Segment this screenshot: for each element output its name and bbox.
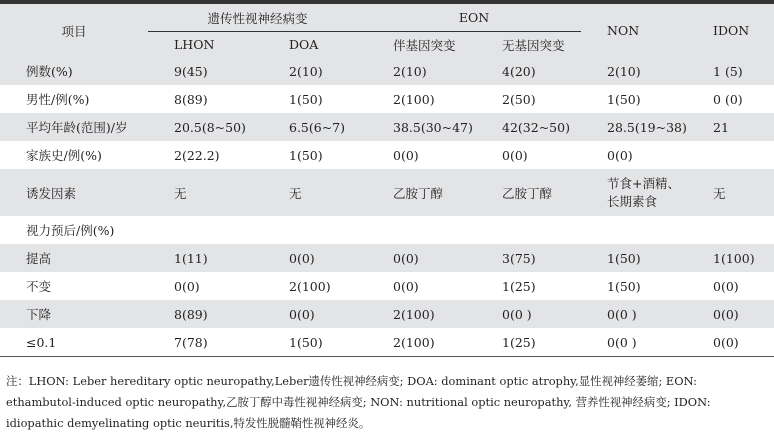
table-cell: 1(50) <box>607 91 641 107</box>
table-cell: 38.5(30~47) <box>367 113 476 141</box>
table-row <box>0 57 774 85</box>
table-cell: 乙胺丁醇 <box>367 169 476 216</box>
row-label: 诱发因素 <box>0 169 148 216</box>
header-non: NON <box>581 4 687 57</box>
table-cell: 0(0) <box>393 147 419 163</box>
table-cell <box>687 141 774 169</box>
row-label: 不变 <box>26 279 52 294</box>
table-cell: 8(89) <box>148 300 263 328</box>
header-eon-no-mutation: 无基因突变 <box>476 32 581 58</box>
table-row <box>0 328 774 357</box>
table-cell: 1(100) <box>687 244 774 272</box>
row-label: 家族史/例(%) <box>26 148 102 163</box>
table-cell: 0(0 ) <box>581 300 687 328</box>
clinical-data-table <box>0 4 774 357</box>
table-row <box>0 113 774 141</box>
table-cell: 乙胺丁醇 <box>476 169 581 216</box>
table-cell: 无 <box>687 169 774 216</box>
table-row <box>0 216 774 244</box>
table-cell: 2(10) <box>581 57 687 85</box>
table-cell: 1(50) <box>607 278 641 294</box>
table-cell <box>687 216 774 244</box>
table-cell: 42(32~50) <box>476 113 581 141</box>
table-cell: 0(0 ) <box>476 300 581 328</box>
table-cell: 9(45) <box>148 57 263 85</box>
table-cell: 1(25) <box>502 278 536 294</box>
table-row <box>0 141 774 169</box>
table-cell: 21 <box>687 113 774 141</box>
table-cell: 1(25) <box>476 328 581 357</box>
table-cell: 4(20) <box>476 57 581 85</box>
table-cell: 2(100) <box>289 278 331 294</box>
table-cell: 0(0) <box>174 278 200 294</box>
table-cell: 节食+酒精、长期素食 <box>581 169 687 216</box>
table-cell: 0(0) <box>393 278 419 294</box>
header-item: 项目 <box>0 4 148 57</box>
table-cell: 7(78) <box>148 328 263 357</box>
row-label: 提高 <box>0 244 148 272</box>
table-cell: 1(50) <box>581 244 687 272</box>
header-eon-mutation: 伴基因突变 <box>367 32 476 58</box>
header-group-hereditary: 遗传性视神经病变 <box>148 4 367 32</box>
table-row <box>0 244 774 272</box>
table-row <box>0 85 774 113</box>
table-cell: 2(10) <box>263 57 367 85</box>
table-cell: 2(100) <box>393 91 435 107</box>
table-cell: 0(0) <box>263 300 367 328</box>
table-cell <box>263 216 367 244</box>
table-cell: 0(0 ) <box>581 328 687 357</box>
table-cell: 0(0) <box>367 244 476 272</box>
header-idon: IDON <box>687 4 774 57</box>
table-cell: 8(89) <box>174 91 208 107</box>
table-cell: 0(0) <box>713 278 739 294</box>
header-lhon: LHON <box>148 32 263 58</box>
table-cell: 1(11) <box>148 244 263 272</box>
row-label: 例数(%) <box>0 57 148 85</box>
table-cell: 6.5(6~7) <box>263 113 367 141</box>
table-cell <box>476 216 581 244</box>
table-cell <box>581 216 687 244</box>
table-cell: 0(0) <box>502 147 528 163</box>
table-cell: 0 (0) <box>713 91 743 107</box>
table-cell: 0(0) <box>687 328 774 357</box>
table-cell: 3(75) <box>476 244 581 272</box>
row-label: 视力预后/例(%) <box>26 223 115 238</box>
table-cell: 0(0) <box>607 147 633 163</box>
table-cell: 2(100) <box>367 328 476 357</box>
row-label: ≤0.1 <box>0 328 148 357</box>
table-cell: 1 (5) <box>687 57 774 85</box>
table-cell: 2(22.2) <box>174 147 220 163</box>
row-label: 平均年龄(范围)/岁 <box>0 113 148 141</box>
table-cell: 2(10) <box>367 57 476 85</box>
table-cell: 1(50) <box>289 91 323 107</box>
table-row <box>0 272 774 300</box>
table-cell: 2(100) <box>367 300 476 328</box>
table-cell: 1(50) <box>263 328 367 357</box>
header-group-eon: EON <box>367 4 581 32</box>
table-cell: 无 <box>263 169 367 216</box>
table-cell: 20.5(8~50) <box>148 113 263 141</box>
table-cell <box>367 216 476 244</box>
table-cell: 2(50) <box>502 91 536 107</box>
table-footnote: 注：LHON: Leber hereditary optic neuropathy,Leber遗传性视神经病变; DOA: dominant optic atrophy,显性视神经萎缩; EON: ethambutol-induced optic neuropathy,乙胺丁醇中毒性视神经病变; NON: nutritional optic neuropathy, 营养性视神经病变; IDON: idiopathic demyelinating optic neuritis,特发性脱髓鞘性视神经炎。 <box>6 374 711 430</box>
row-label: 下降 <box>0 300 148 328</box>
header-doa: DOA <box>263 32 367 58</box>
table-cell: 1(50) <box>289 147 323 163</box>
table-row <box>0 300 774 328</box>
table-cell: 0(0) <box>263 244 367 272</box>
table-cell: 28.5(19~38) <box>581 113 687 141</box>
row-label: 男性/例(%) <box>26 92 90 107</box>
table-cell: 无 <box>148 169 263 216</box>
table-cell: 0(0) <box>687 300 774 328</box>
table-row <box>0 169 774 216</box>
table-cell <box>148 216 263 244</box>
